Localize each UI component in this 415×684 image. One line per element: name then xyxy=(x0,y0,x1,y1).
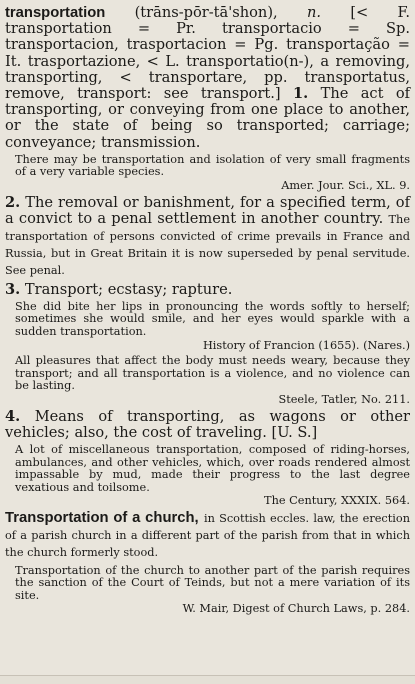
sense-4 xyxy=(5,409,410,441)
subentry-definition: in Scottish eccles. law, the erection of a parish church in a different part of the parish from that in which the church formerly stood. xyxy=(5,511,410,560)
sense-3 xyxy=(5,282,410,298)
quotation: She did bite her lips in pronouncing the words softly to herself; sometimes she would smile, and her eyes would sparkle with a sudden transportation. xyxy=(15,299,410,339)
sense-definition: Transport; ecstasy; rapture. xyxy=(24,280,233,298)
etymology: [< F. transportation = Pr. transportacio = Sp. transportacion, trasportacion = Pg. transportação = It. trasportazione, < L. transportatio(n-), a removing, transporting, < transportare, pp. transportatus, remove, transport: see transport.] xyxy=(5,4,411,103)
sense-number: 4. xyxy=(5,407,21,425)
cut-off-previous-line xyxy=(40,0,410,3)
quotation: Transportation of the church to another part of the parish requires the sanction of the Court of Teinds, but not a mere variation of its site. xyxy=(15,563,410,602)
sense-definition: The act of transporting, or conveying from one place to another, or the state of being so transported; carriage; conveyance; transmission. xyxy=(5,85,411,151)
sense-number: 1. xyxy=(293,85,309,103)
quotation-source: Steele, Tatler, No. 211. xyxy=(278,392,410,406)
quotation: A lot of miscellaneous transportation, composed of riding-horses, ambulances, and other vehicles, which, over roads rendered almost impassable by mud, made their progress to the last degree vexatious and toilsome. xyxy=(15,442,410,494)
subentry-term: Transportation of a church, xyxy=(5,509,199,526)
pronunciation: (trāns-pōr-tā'shon), xyxy=(134,4,278,21)
sense-region: [U. S.] xyxy=(271,423,318,441)
headword: transportation xyxy=(5,5,106,21)
quotation-source: History of Francion (1655). (Nares.) xyxy=(202,338,410,352)
part-of-speech: n. xyxy=(306,4,322,21)
sense-definition: Means of transporting, as wagons or other vehicles; also, the cost of traveling. xyxy=(5,407,410,441)
subentry xyxy=(5,510,410,562)
quotation-source: Amer. Jour. Sci., XL. 9. xyxy=(281,179,410,193)
cut-off-next-line xyxy=(0,675,415,684)
entry-head xyxy=(5,5,410,151)
sense-definition: The removal or banishment, for a specified term, of a convict to a penal settlement in another country. xyxy=(5,193,410,227)
quotation: All pleasures that affect the body must needs weary, because they transport; and all transportation is a violence, and no violence can be lasting. xyxy=(15,354,410,393)
dictionary-entry xyxy=(5,5,410,616)
quotation-source: W. Mair, Digest of Church Laws, p. 284. xyxy=(182,602,410,616)
sense-note: The transportation of persons convicted of crime prevails in France and Russia, but in Great Britain it is now superseded by penal servitude. See penal. xyxy=(5,212,411,278)
sense-2 xyxy=(5,195,410,280)
sense-number: 3. xyxy=(5,280,21,298)
quotation-source: The Century, XXXIX. 564. xyxy=(264,494,410,508)
sense-number: 2. xyxy=(5,193,21,211)
quotation: There may be transportation and isolation of very small fragments of a very variable species. xyxy=(15,152,410,179)
